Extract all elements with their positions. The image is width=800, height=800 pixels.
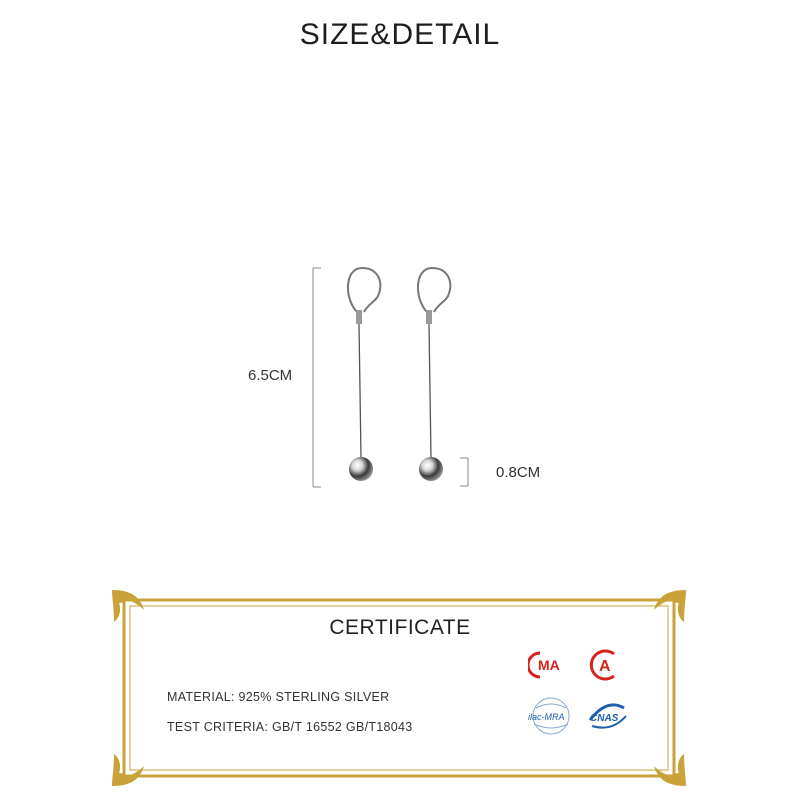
svg-text:MA: MA xyxy=(538,657,560,673)
page-title: SIZE&DETAIL xyxy=(299,18,501,51)
cma-logo-icon xyxy=(528,650,576,680)
ilac-mra-logo-icon xyxy=(526,694,576,738)
svg-text:ilac-MRA: ilac-MRA xyxy=(528,712,565,722)
right-earring xyxy=(418,268,450,481)
cnas-logo-icon xyxy=(584,698,630,734)
test-criteria-text: TEST CRITERIA: GB/T 16552 GB/T18043 xyxy=(167,720,413,734)
left-earring xyxy=(348,268,380,481)
certificate-title: CERTIFICATE xyxy=(329,616,471,639)
length-label: 6.5CM xyxy=(248,367,293,384)
svg-text:CNAS: CNAS xyxy=(590,713,619,724)
ball-bracket xyxy=(460,458,468,486)
cal-logo-icon xyxy=(588,648,624,682)
ball-size-label: 0.8CM xyxy=(496,464,541,481)
material-text: MATERIAL: 925% STERLING SILVER xyxy=(167,690,390,704)
length-bracket xyxy=(313,268,321,487)
svg-text:A: A xyxy=(599,658,611,675)
